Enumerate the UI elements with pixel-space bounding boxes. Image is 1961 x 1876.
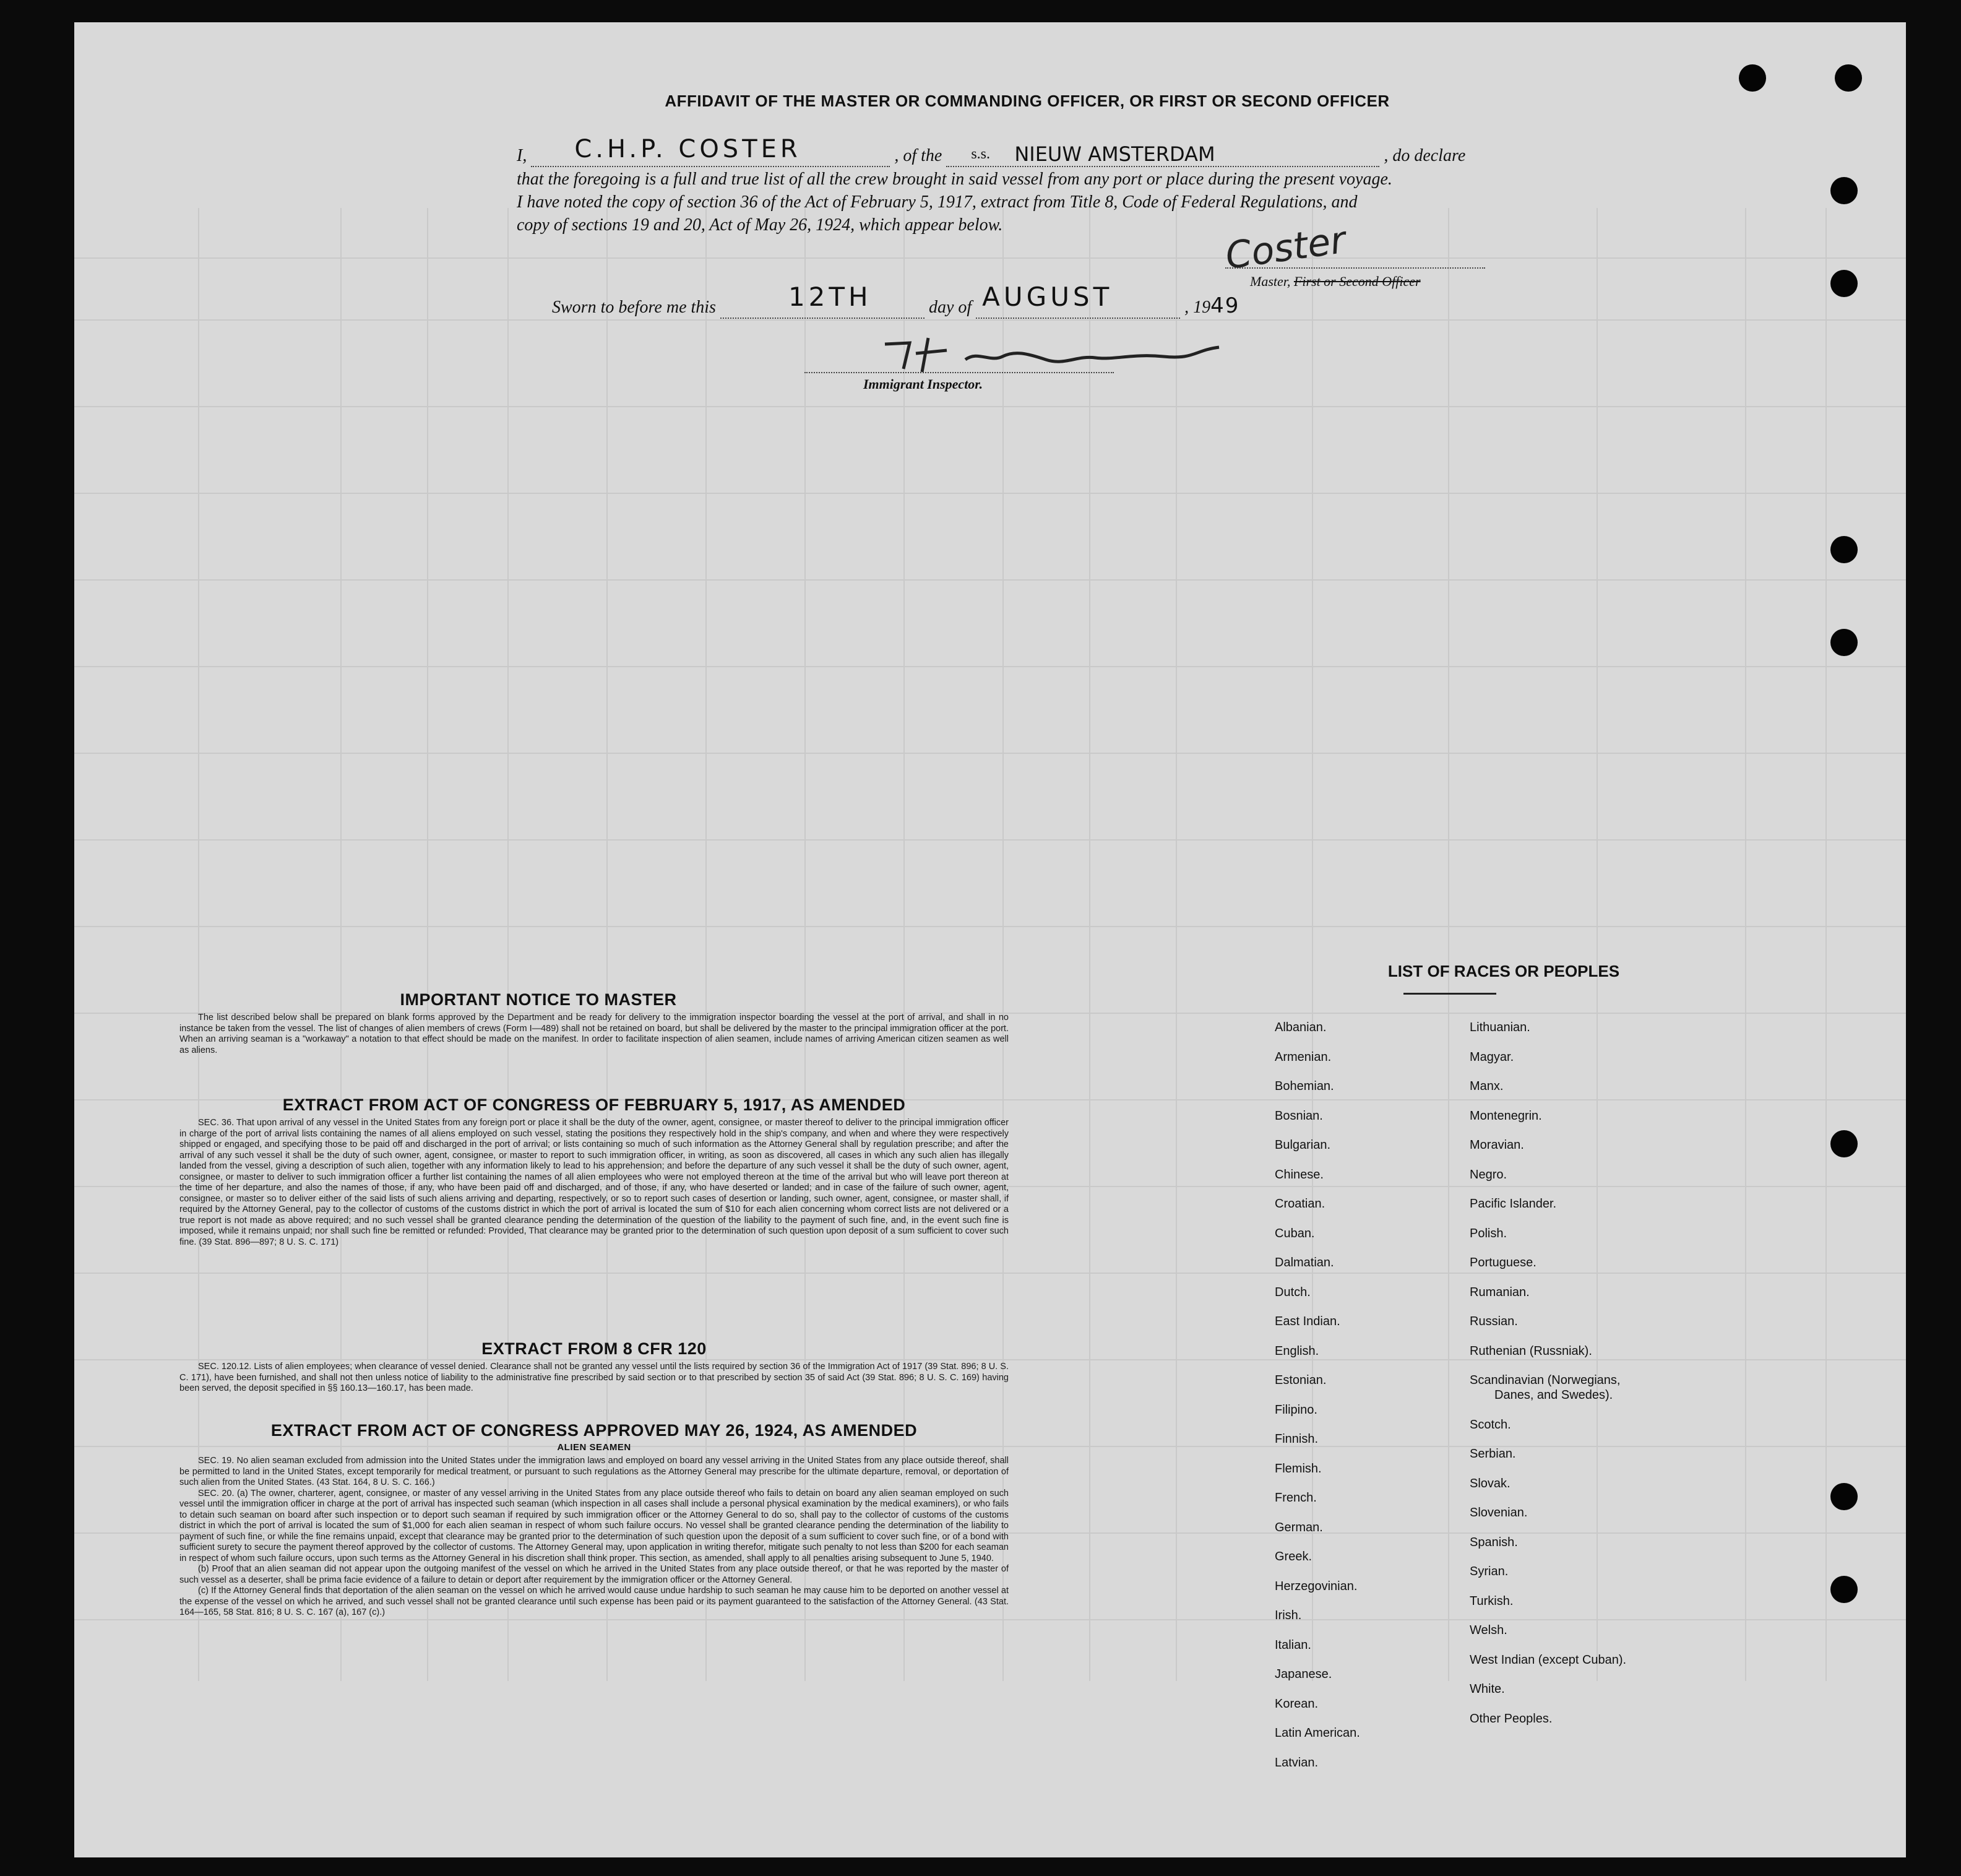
race-item: Bulgarian. [1275, 1138, 1331, 1152]
year-suffix: 49 [1210, 293, 1240, 318]
race-item: Chinese. [1275, 1167, 1324, 1182]
race-item: Welsh. [1470, 1623, 1507, 1637]
affidavit-line-4: copy of sections 19 and 20, Act of May 26, 1924, which appear below. [517, 215, 1003, 235]
extract-1924-sec20b: (b) Proof that an alien seaman did not appear upon the outgoing manifest of the vessel on which he arrived in the United States from any place outside thereof, or that he was reported by the master of such vessel as a deserter, shall be prima facie evidence of a failure to detain or deport after requirement by the immigration officer or the Attorney General. [179, 1564, 1009, 1585]
race-item: East Indian. [1275, 1315, 1340, 1328]
punch-hole-right-7 [1830, 1576, 1858, 1603]
race-item: Greek. [1275, 1550, 1312, 1563]
race-item: Armenian. [1275, 1050, 1332, 1064]
sworn-month-field [976, 282, 1180, 319]
race-item: Ruthenian (Russniak). [1470, 1344, 1592, 1358]
race-item: Japanese. [1275, 1667, 1332, 1681]
race-item: German. [1275, 1520, 1323, 1534]
extract-1924-subtitle: ALIEN SEAMEN [557, 1442, 631, 1453]
notice-text [179, 1013, 1009, 1056]
race-item: Other Peoples. [1470, 1711, 1553, 1726]
manifest-page [74, 22, 1906, 1857]
race-item: French. [1275, 1491, 1317, 1505]
master-signature: Coster [1223, 218, 1348, 279]
race-item: Latvian. [1275, 1755, 1319, 1770]
affidavit-line-2: that the foregoing is a full and true list of all the crew brought in said vessel from any port or place during the present voyage. [517, 170, 1392, 189]
race-item: Manx. [1470, 1079, 1504, 1093]
race-item: Slovak. [1470, 1476, 1511, 1490]
sworn-text: Sworn to before me this [552, 298, 716, 317]
races-title: LIST OF RACES OR PEOPLES [1387, 962, 1620, 980]
punch-hole-right-3 [1830, 536, 1858, 563]
affidavit-i: I, [517, 146, 527, 165]
races-title-rule [1403, 993, 1496, 995]
race-item: Turkish. [1470, 1594, 1514, 1608]
extract-1924-text [179, 1456, 1009, 1619]
race-item: Syrian. [1470, 1565, 1509, 1578]
extract-1917-text [179, 1118, 1009, 1248]
race-item: Montenegrin. [1470, 1109, 1542, 1123]
race-item: Finnish. [1275, 1432, 1319, 1446]
race-item: Filipino. [1275, 1403, 1317, 1417]
race-item: Dalmatian. [1275, 1256, 1334, 1269]
inspector-label: Immigrant Inspector. [863, 376, 983, 392]
sworn-day-field [720, 282, 924, 319]
extract-1917-title: EXTRACT FROM ACT OF CONGRESS OF FEBRUARY 5, 1917, AS AMENDED [282, 1096, 906, 1114]
race-item: Croatian. [1275, 1197, 1325, 1211]
race-item: Lithuanian. [1470, 1021, 1530, 1034]
race-item: Serbian. [1470, 1447, 1516, 1461]
signature-line [1225, 267, 1485, 269]
race-item: Polish. [1470, 1226, 1507, 1240]
affidavit-declare: , do declare [1384, 146, 1466, 165]
day-of-text: day of [928, 298, 972, 317]
race-item: Magyar. [1470, 1050, 1514, 1064]
affidavit-line-3: I have noted the copy of section 36 of the Act of February 5, 1917, extract from Title 8, Code of Federal Regulations, and [517, 192, 1358, 212]
extract-1924-sec19: SEC. 19. No alien seaman excluded from admission into the United States under the immigration laws and employed on board any vessel arriving in the United States from any place outside thereof, shall be permitted to land in the United States, except temporarily for medical treatment, or pursuant to such regulations as the Attorney General may prescribe for the ultimate departure, removal, or deportation of such alien from the United States. (43 Stat. 164, 8 U. S. C. 166.) [179, 1456, 1009, 1487]
punch-hole-right-4 [1830, 629, 1858, 656]
punch-hole-right-2 [1830, 270, 1858, 297]
notice-title: IMPORTANT NOTICE TO MASTER [400, 990, 677, 1009]
punch-hole-top-2 [1835, 64, 1862, 92]
race-item: Pacific Islander. [1470, 1197, 1557, 1211]
extract-1924-sec20c: (c) If the Attorney General finds that deportation of the alien seaman on the vessel on which he arrived would cause undue hardship to such seaman he may cause him to be deported on another vessel at the expense of the vessel on which he arrived, and such vessel shall not be granted clearance until such expense has been paid or its payment guaranteed to the satisfaction of the Attorney General. (43 Stat. 164—165, 58 Stat. 816; 8 U. S. C. 167 (a), 167 (c).) [179, 1586, 1009, 1617]
race-item: Bosnian. [1275, 1109, 1323, 1123]
race-item: Italian. [1275, 1638, 1311, 1652]
sworn-line [552, 282, 1604, 319]
sworn-month: AUGUST [982, 282, 1113, 312]
master-label-struck: First or Second Officer [1293, 274, 1421, 289]
race-item: Irish. [1275, 1609, 1302, 1622]
race-item: English. [1275, 1344, 1319, 1358]
punch-hole-right-6 [1830, 1483, 1858, 1510]
race-item: Negro. [1470, 1167, 1507, 1182]
vessel-name: NIEUW AMSTERDAM [1014, 142, 1215, 166]
vessel-name-field [946, 142, 1379, 167]
race-item: Bohemian. [1275, 1079, 1334, 1093]
race-item: Latin American. [1275, 1726, 1360, 1740]
race-item: Estonian. [1275, 1373, 1327, 1387]
extract-1924-sec20a: SEC. 20. (a) The owner, charterer, agent, consignee, or master of any vessel arriving in the United States from any place outside thereof who fails to detain on board any alien seaman employed on such vessel until the immigration officer in charge at the port of arrival has inspected such seaman (which inspection in all cases shall include a personal physical examination by the medical examiners), or who fails to detain such seaman on board after such inspection or to deport such seaman if required by such immigration officer or the Attorney General to do so, shall pay to the collector of customs of the customs district in which the port of arrival is located the sum of $1,000 for each alien seaman in respect of whom such failure occurs. No vessel shall be granted clearance pending the determination of the liability to payment of such fine, or while the fine remains unpaid, except that clearance may be granted prior to the determination of such question upon the deposit of a sum sufficient to cover such fine, or of a bond with sufficient surety to secure the payment thereof approved by the collector of customs. The Attorney General may, upon application in writing therefor, mitigate such penalty to not less than $200 for each seaman in respect of whom such failure occurs, upon such terms as the Attorney General in his discretion shall think proper. This section, as amended, shall apply to all penalties arising subsequent to June 5, 1940. [179, 1488, 1009, 1563]
races-column-1 [1275, 1020, 1360, 1784]
race-item: Spanish. [1470, 1535, 1518, 1549]
affidavit-line-1 [517, 135, 1569, 167]
sworn-day: 12TH [788, 282, 872, 312]
master-label [1250, 274, 1421, 290]
punch-hole-top-1 [1739, 64, 1766, 92]
inspector-line [804, 372, 1114, 373]
race-item: Albanian. [1275, 1021, 1327, 1034]
punch-hole-right-1 [1830, 177, 1858, 204]
race-item: Herzegovinian. [1275, 1579, 1358, 1593]
extract-cfr-title: EXTRACT FROM 8 CFR 120 [481, 1339, 707, 1358]
race-item: Korean. [1275, 1697, 1319, 1711]
race-item: Portuguese. [1470, 1256, 1536, 1269]
affidavit-title: AFFIDAVIT OF THE MASTER OR COMMANDING OFFICER, OR FIRST OR SECOND OFFICER [665, 92, 1390, 110]
punch-hole-right-5 [1830, 1130, 1858, 1157]
race-item: West Indian (except Cuban). [1470, 1653, 1627, 1667]
year-prefix: , 19 [1184, 298, 1211, 317]
extract-1917-paragraph: SEC. 36. That upon arrival of any vessel in the United States from any foreign port or place it shall be the duty of the owner, agent, consignee, or master thereof to deliver to the principal immigration officer in charge of the port of arrival lists containing the names of all aliens employed on such vessel, stating the positions they respectively hold in the ship's company, and when and where they were respectively shipped or engaged, and specifying those to be paid off and discharged in the port of arrival; or lists containing so much of such information as the Attorney General shall by regulation prescribe; and after the arrival of any such vessel it shall be the duty of such owner, agent, consignee, or master to report to such immigration officer, in writing, as soon as discovered, all cases in which any such alien has illegally landed from the vessel, giving a description of such alien, together with any information likely to lead to his apprehension; and before the departure of any such vessel it shall be the duty of such owner, agent, consignee, or master to deliver to such immigration officer a further list containing the names of all alien employees who were not employed thereon at the time of the arrival but who will leave port thereon at the time of her departure, and also the names of those, if any, who have been paid off and discharged, and of those, if any, who have deserted or landed; and in case of the failure of such owner, agent, consignee, or master so to deliver either of the said lists of such aliens arriving and departing, respectively, or so to report such cases of desertion or landing, such owner, agent, consignee, or master shall, if required by the Attorney General, pay to the collector of customs of the customs district in which the port of arrival is located the sum of $10 for each alien concerning whom correct lists are not delivered or a true report is not made as above required; and no such vessel shall be granted clearance pending the determination of the question of the liability to the payment of such fine, and, in the event such fine is imposed, while it remains unpaid; nor shall such fine be remitted or refunded: Provided, That clearance may be granted prior to the determination of such question upon deposit of a sum sufficient to cover such fine. (39 Stat. 896—897; 8 U. S. C. 171) [179, 1118, 1009, 1247]
race-item: Dutch. [1275, 1285, 1311, 1299]
race-item: Flemish. [1275, 1461, 1322, 1476]
race-item: Scandinavian (Norwegians, [1470, 1373, 1621, 1387]
race-item: Cuban. [1275, 1226, 1315, 1240]
master-label-kept: Master, [1250, 274, 1291, 289]
race-item: White. [1470, 1682, 1505, 1696]
notice-paragraph: The list described below shall be prepared on blank forms approved by the Department and be ready for delivery to the immigration inspector boarding the vessel at the port of arrival, and shall in no instance be taken from the vessel. The list of changes of alien members of crews (Form I—489) shall not be retained on board, but shall be delivered by the master to the principal immigration officer at the port. When an arriving seaman is a "workaway" a notation to that effect should be made on the manifest. In order to facilitate inspection of alien seamen, include names of arriving American citizen seamen as well as aliens. [179, 1013, 1009, 1055]
races-column-2 [1470, 1020, 1626, 1740]
affidavit-of-the: , of the [894, 146, 942, 165]
extract-1924-title: EXTRACT FROM ACT OF CONGRESS APPROVED MAY 26, 1924, AS AMENDED [270, 1421, 918, 1440]
race-item: Russian. [1470, 1315, 1518, 1328]
race-item: Slovenian. [1470, 1506, 1528, 1519]
race-item: Moravian. [1470, 1138, 1524, 1152]
master-name-field [531, 135, 890, 167]
extract-cfr-text [179, 1362, 1009, 1394]
ss-prefix: s.s. [971, 146, 991, 162]
race-item: Danes, and Swedes). [1494, 1388, 1613, 1402]
race-item: Scotch. [1470, 1417, 1511, 1432]
race-item: Rumanian. [1470, 1285, 1530, 1299]
master-name: C.H.P. COSTER [574, 135, 801, 163]
extract-cfr-paragraph: SEC. 120.12. Lists of alien employees; when clearance of vessel denied. Clearance shall not be granted any vessel until the lists required by section 36 of the Immigration Act of 1917 (39 Stat. 896; 8 U. S. C. 171), have been furnished, and shall not then unless notice of liability to the administrative fine prescribed by said section or to that prescribed by section 35 of said Act (39 Stat. 896; 8 U. S. C. 169) having been served, the deposit specified in §§ 160.13—160.17, has been made. [179, 1362, 1009, 1393]
